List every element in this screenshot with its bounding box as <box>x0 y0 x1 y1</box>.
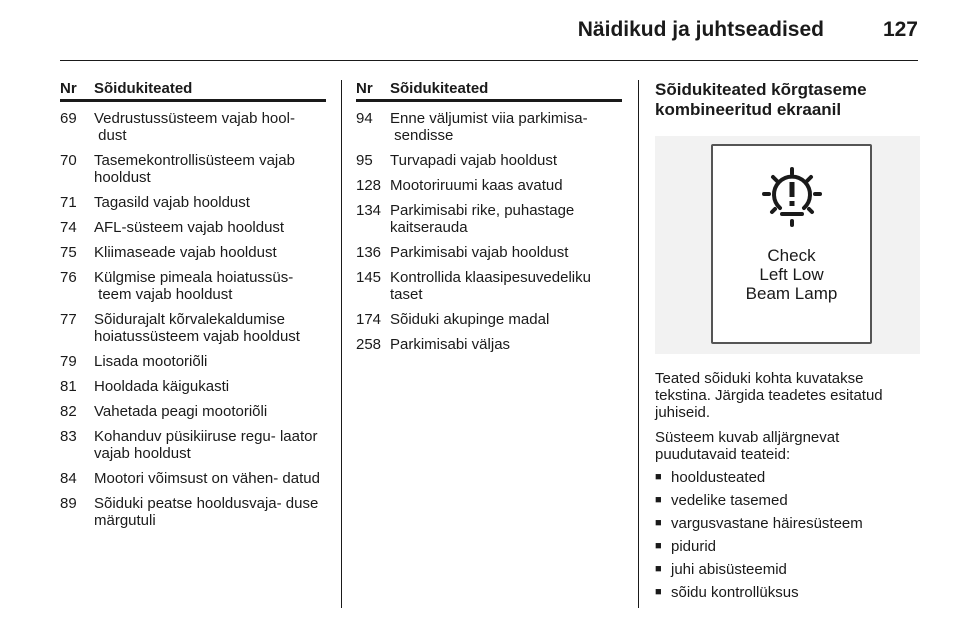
row-nr: 95 <box>356 152 373 169</box>
table-row <box>60 378 326 395</box>
display-illustration <box>655 136 920 354</box>
list-item <box>655 469 920 486</box>
row-nr: 136 <box>356 244 382 261</box>
row-text: Sõidurajalt kõrvalekaldumise hoiatussüsteem vajab hooldust <box>94 311 300 345</box>
page-number: 127 <box>882 18 918 41</box>
col-header-message: Sõidukiteated <box>390 80 489 97</box>
display-line: Check <box>767 246 816 265</box>
row-nr: 75 <box>60 244 77 261</box>
info-section <box>655 80 920 601</box>
row-text: Parkimisabi rike, puhastage kaitserauda <box>390 202 575 236</box>
row-nr: 79 <box>60 353 77 370</box>
list-item <box>655 538 920 555</box>
list-item <box>655 584 920 601</box>
bullet-square-icon: ■ <box>655 563 662 575</box>
header-rule <box>60 60 918 61</box>
col-header-nr: Nr <box>356 80 373 97</box>
row-text: AFL-süsteem vajab hooldust <box>94 219 285 236</box>
row-text: Hooldada käigukasti <box>94 378 230 395</box>
section-title-line2: kombineeritud ekraanil <box>655 100 842 119</box>
row-nr: 145 <box>356 269 382 286</box>
table-row <box>60 403 326 420</box>
row-nr: 76 <box>60 269 77 286</box>
row-text: Turvapadi vajab hooldust <box>390 152 558 169</box>
row-text: Parkimisabi vajab hooldust <box>390 244 569 261</box>
list-item-text: vedelike tasemed <box>671 492 788 509</box>
row-text: Vahetada peagi mootoriõli <box>94 403 268 420</box>
list-item-text: vargusvastane häiresüsteem <box>671 515 863 532</box>
row-nr: 84 <box>60 470 77 487</box>
row-nr: 77 <box>60 311 77 328</box>
lamp-warning-icon <box>760 164 824 228</box>
table-header <box>356 80 622 102</box>
table-row <box>60 110 326 144</box>
row-text: Vedrustussüsteem vajab hool- dust <box>94 110 295 144</box>
bullet-square-icon: ■ <box>655 586 662 598</box>
table-row <box>60 194 326 211</box>
table-row <box>356 152 622 169</box>
list-item-text: pidurid <box>671 538 717 555</box>
table-row <box>356 311 622 328</box>
bullet-square-icon: ■ <box>655 494 662 506</box>
table-row <box>356 177 622 194</box>
row-nr: 128 <box>356 177 382 194</box>
display-line: Beam Lamp <box>745 284 838 303</box>
bullet-square-icon: ■ <box>655 517 662 529</box>
row-nr: 94 <box>356 110 373 127</box>
list-item <box>655 515 920 532</box>
row-nr: 82 <box>60 403 77 420</box>
bullet-list <box>655 469 920 601</box>
row-text: Tagasild vajab hooldust <box>94 194 250 211</box>
row-text: Kohanduv püsikiiruse regu- laator vajab hooldust <box>94 428 318 462</box>
column-divider-2 <box>638 80 639 608</box>
col-header-nr: Nr <box>60 80 77 97</box>
row-nr: 69 <box>60 110 77 127</box>
col-header-message: Sõidukiteated <box>94 80 193 97</box>
table-row <box>60 353 326 370</box>
table-row <box>356 110 622 144</box>
bullet-square-icon: ■ <box>655 540 662 552</box>
row-nr: 134 <box>356 202 382 219</box>
row-text: Tasemekontrollisüsteem vajab hooldust <box>94 152 295 186</box>
list-item-text: hooldusteated <box>671 469 766 486</box>
paragraph: Süsteem kuvab alljärgnevat puudutavaid teateid: <box>655 429 840 463</box>
row-nr: 70 <box>60 152 77 169</box>
row-text: Enne väljumist viia parkimisa- sendisse <box>390 110 588 144</box>
list-item-text: sõidu kontrollüksus <box>671 584 799 601</box>
table-row <box>60 269 326 303</box>
table-header <box>60 80 326 102</box>
display-line: Left Low <box>759 265 824 284</box>
row-nr: 89 <box>60 495 77 512</box>
section-title <box>655 80 920 120</box>
header-title: Näidikud ja juhtseadised <box>577 18 824 41</box>
bullet-square-icon: ■ <box>655 471 662 483</box>
row-text: Kontrollida klaasipesuvedeliku taset <box>390 269 591 303</box>
row-text: Sõiduki akupinge madal <box>390 311 550 328</box>
table-row <box>356 244 622 261</box>
table-row <box>60 244 326 261</box>
row-nr: 83 <box>60 428 77 445</box>
row-nr: 174 <box>356 311 382 328</box>
table-row <box>356 336 622 353</box>
row-text: Sõiduki peatse hooldusvaja- duse märgutuli <box>94 495 319 529</box>
table-row <box>60 495 326 529</box>
table-row <box>356 269 622 303</box>
row-text: Parkimisabi väljas <box>390 336 511 353</box>
table-row <box>356 202 622 236</box>
table-row <box>60 152 326 186</box>
table-row <box>60 470 326 487</box>
row-text: Mootoriruumi kaas avatud <box>390 177 563 194</box>
row-nr: 81 <box>60 378 77 395</box>
row-nr: 71 <box>60 194 77 211</box>
paragraph: Teated sõiduki kohta kuvatakse tekstina. Järgida teadetes esitatud juhiseid. <box>655 370 883 421</box>
list-item-text: juhi abisüsteemid <box>671 561 787 578</box>
row-text: Külgmise pimeala hoiatussüs- teem vajab hooldust <box>94 269 294 303</box>
row-nr: 258 <box>356 336 382 353</box>
row-text: Lisada mootoriõli <box>94 353 208 370</box>
row-text: Mootori võimsust on vähen- datud <box>94 470 320 487</box>
display-panel <box>711 144 872 344</box>
message-table-left <box>60 80 326 529</box>
table-row <box>60 219 326 236</box>
list-item <box>655 561 920 578</box>
table-row <box>60 428 326 462</box>
message-table-right <box>356 80 622 353</box>
display-message <box>713 246 870 303</box>
row-text: Kliimaseade vajab hooldust <box>94 244 277 261</box>
table-row <box>60 311 326 345</box>
section-title-line1: Sõidukiteated kõrgtaseme <box>655 80 867 99</box>
list-item <box>655 492 920 509</box>
column-divider-1 <box>341 80 342 608</box>
row-nr: 74 <box>60 219 77 236</box>
